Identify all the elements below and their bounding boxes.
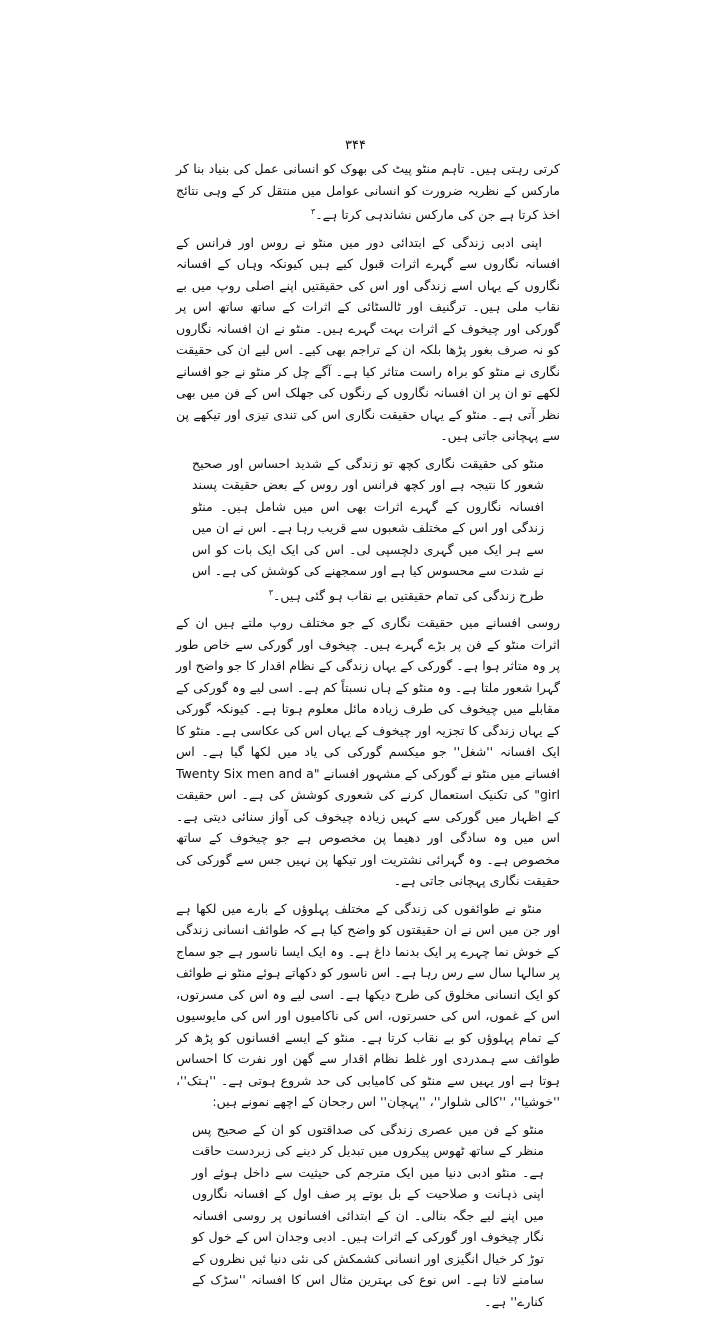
page-number: ۳۴۴ [345,138,366,153]
block-quote-1 [192,453,544,607]
paragraph-1 [176,158,560,226]
footnote-marker: ۳ [311,207,316,216]
paragraph-3: روسی افسانے میں حقیقت نگاری کے جو مختلف روپ ملتے ہیں ان کے اثرات منٹو کے فن پر بڑے گہرے ہیں۔ چیخوف اور گورکی سے خاص طور پر وہ متاثر ہوا ہے۔ گورکی کے یہاں زندگی کے نظام اقدار کا جو واضح اور گہرا شعور ملتا ہے۔ وہ منٹو کے ہاں نسبتاً کم ہے۔ اسی لیے وہ گورکی کے مقابلے میں چیخوف کی طرف زیادہ مائل معلوم ہوتا ہے۔ کیونکہ گورکی کے یہاں زندگی کا تجزیہ اور چیخوف کے یہاں اس کی عکاسی ہے۔ منٹو کا ایک افسانہ ''شغل'' جو میکسم گورکی کی یاد میں لکھا گیا ہے۔ اس افسانے میں منٹو نے گورکی کے مشہور افسانے "Twenty Six men and a girl" کی تکنیک استعمال کرنے کی شعوری کوشش کی ہے۔ اس حقیقت کے اظہار میں گورکی سے کہیں زیادہ چیخوف کی آواز سنائی دیتی ہے۔ اس میں وہ سادگی اور دھیما پن مخصوص ہے جو چیخوف کے ساتھ مخصوص ہے۔ وہ گہرائی نشتریت اور تیکھا پن نہیں جس سے گورکی کی حقیقت نگاری پہچانی جاتی ہے۔ [176,615,560,889]
paragraph-2: اپنی ادبی زندگی کے ابتدائی دور میں منٹو نے روس اور فرانس کے افسانہ نگاروں سے گہرے اثرات قبول کیے ہیں کیونکہ وہاں کے افسانہ نگاروں کے یہاں اسے زندگی اور اس کی حقیقتیں اپنے اصلی روپ میں بے نقاب ملی ہیں۔ ترگنیف اور ٹالسٹائی کے اثرات کے ساتھ ساتھ اس پر گورکی اور چیخوف کے اثرات بہت گہرے ہیں۔ منٹو نے ان افسانہ نگاروں کو نہ صرف بغور پڑھا بلکہ ان کے تراجم بھی کیے۔ اس لیے ان کی حقیقت نگاری نے منٹو کو براہ راست متاثر کیا ہے۔ آگے چل کر منٹو نے جو افسانے لکھے تو ان پر ان افسانہ نگاروں کے رنگوں کی جھلک اس کے فن میں بھی نظر آتی ہے۔ منٹو کے یہاں حقیقت نگاری اس کی تندی تیزی اور تیکھے پن سے پہچانی جاتی ہیں۔ [176,234,560,444]
block-quote-2: منٹو کے فن میں عصری زندگی کی صداقتوں کو ان کے صحیح پس منظر کے ساتھ ٹھوس پیکروں میں تبدیل کر دینے کی زبردست حاقت ہے۔ منٹو ادبی دنیا میں ایک مترجم کی حیثیت سے داخل ہوئے اور اپنی ذہانت و صلاحیت کے بل بوتے پر صف اول کے افسانہ نگاروں میں اپنے لیے جگہ بنالی۔ ان کے ابتدائی افسانوں پر روسی افسانہ نگار چیخوف اور گورکی کے اثرات ہیں۔ ادبی وجدان اس کے خول کو توڑ کر خیال انگیزی اور انسانی کشمکش کی نئی دنیا ئیں نظروں کے سامنے لاتا ہے۔ اس نوع کی بہترین مثال اس کا افسانہ ''سڑک کے کنارے'' ہے۔ [192,1121,544,1309]
block-quote-1-text: منٹو کی حقیقت نگاری کچھ تو زندگی کے شدید احساس اور صحیح شعور کا نتیجہ ہے اور کچھ فرانس اور روس کے بعض حقیقت پسند افسانہ نگاروں کے گہرے اثرات بھی اس میں شامل ہیں۔ منٹو زندگی اور اس کے مختلف شعبوں سے قریب رہا ہے۔ اس نے ان میں سے ہر ایک میں گہری دلچسپی لی۔ اس کی ایک ایک بات کو اس نے شدت سے محسوس کیا ہے اور سمجھنے کی کوشش کی ہے۔ اس طرح زندگی کی تمام حقیقتیں بے نقاب ہو گئی ہیں۔ [192,455,544,603]
paragraph-4: منٹو نے طوائفوں کی زندگی کے مختلف پہلوؤں کے بارے میں لکھا ہے اور جن میں اس نے ان حقیقتوں کو واضح کیا ہے کہ طوائف انسانی زندگی کے خوش نما چہرے پر ایک بدنما داغ ہے۔ وہ ایک ایسا ناسور ہے جو سماج پر سالہا سال سے رس رہا ہے۔ اس ناسور کو دکھاتے ہوئے منٹو نے طوائف کو ایک انسانی مخلوق کی طرح دیکھا ہے۔ اسی لیے وہ اس کی مسرتوں، اس کے غموں، اس کی حسرتوں، اس کی ناکامیوں اور اس کی مایوسیوں کے تمام پہلوؤں کو بے نقاب کرتا ہے۔ منٹو کے ایسے افسانوں کو پڑھ کر طوائف سے ہمدردی اور غلط نظام اقدار سے گھن اور نفرت کا احساس ہوتا ہے اور یہیں سے منٹو کی کامیابی کی حد شروع ہوتی ہے۔ ''ہتک''، ''خوشیا''، ''کالی شلوار''، ''پہچان'' اس رجحان کے اچھے نمونے ہیں: [176,900,560,1110]
footnote-marker: ۳ [268,587,273,597]
page-body [176,158,560,1318]
paragraph-1-text: کرتی رہتی ہیں۔ تاہم منٹو پیٹ کی بھوک کو انسانی عمل کی بنیاد بنا کر مارکس کے نظریہ ضرورت کو انسانی عوامل میں منتقل کر کے وہی نتائج اخذ کرتا ہے جن کی مارکس نشاندہی کرتا ہے۔ [176,161,560,223]
